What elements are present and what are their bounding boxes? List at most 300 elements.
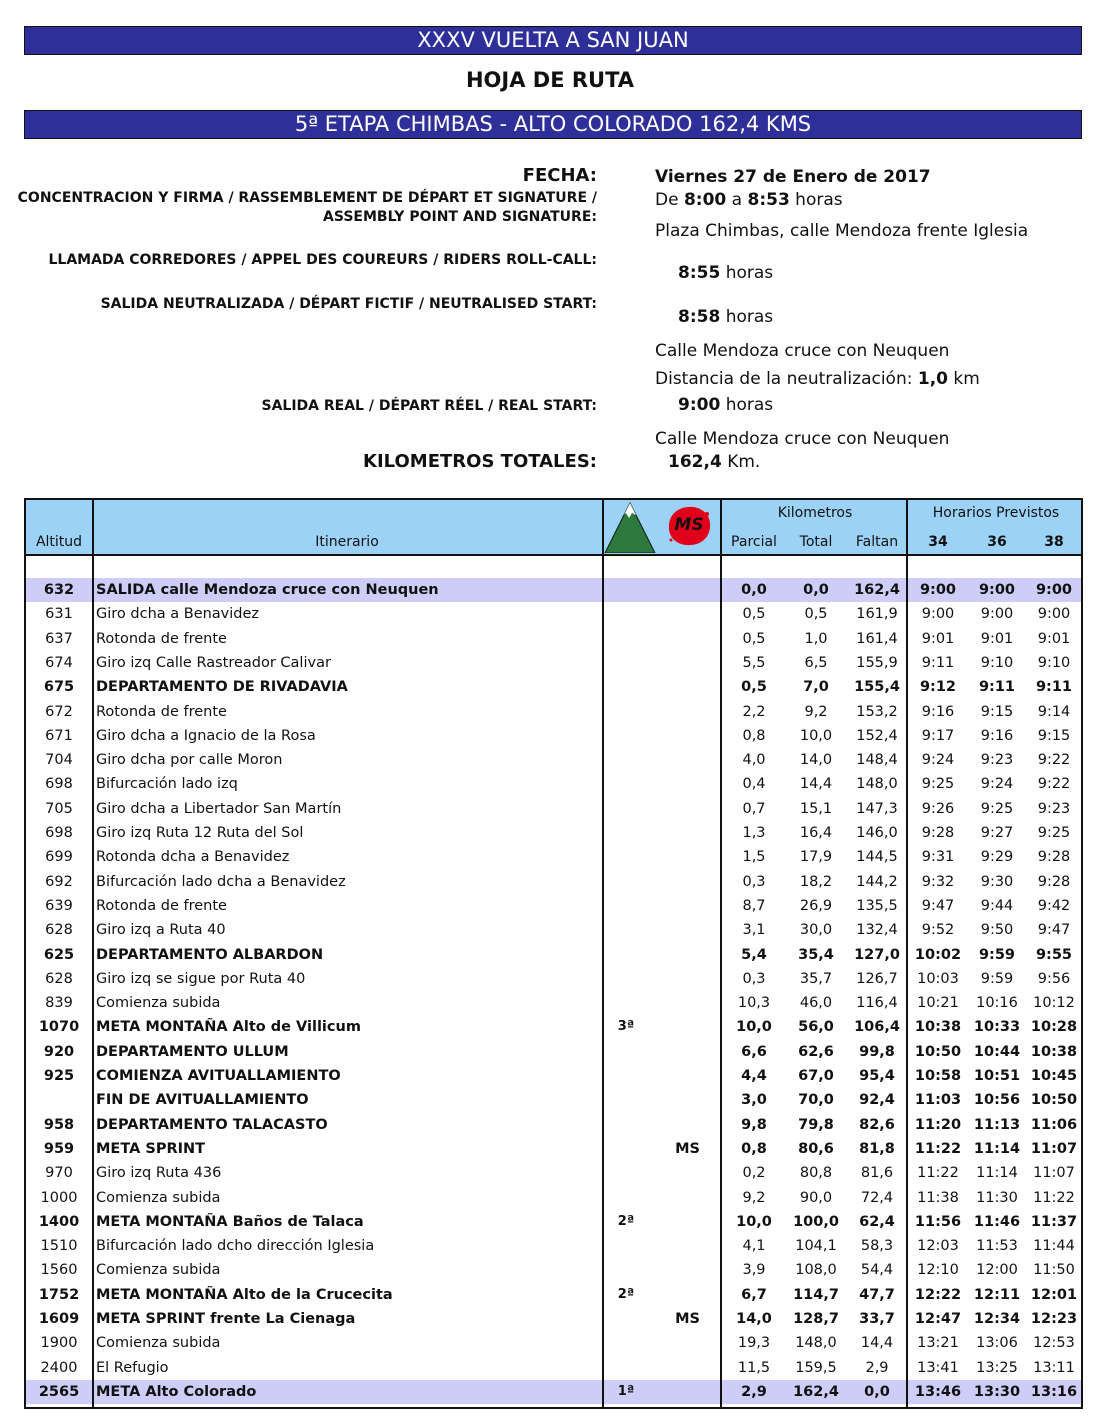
cell-total: 108,0 [795,1262,837,1279]
cell-h36: 9:10 [980,654,1014,671]
cell-categoria: 2ª [617,1213,635,1229]
cell-total: 159,5 [795,1359,837,1376]
header-parcial: Parcial [731,534,777,550]
table-row [26,918,1081,942]
table-row [26,1307,1081,1331]
cell-altitud: 2565 [38,1383,80,1400]
cell-h34: 9:28 [921,825,955,841]
table-row [26,578,1081,602]
cell-faltan: 155,4 [854,679,900,696]
cell-h34: 12:10 [917,1262,959,1279]
cell-categoria: 1ª [617,1383,635,1399]
cell-h38: 9:28 [1037,849,1071,866]
table-row [26,845,1081,869]
cell-itinerario: Comienza subida [96,1189,221,1206]
cell-altitud: 699 [45,849,73,866]
cell-itinerario: FIN DE AVITUALLAMIENTO [96,1092,309,1109]
cell-faltan: 135,5 [856,897,898,914]
cell-altitud: 698 [45,776,73,793]
table-row [26,1137,1081,1161]
cell-parcial: 0,5 [742,606,766,623]
cell-altitud: 1609 [38,1311,80,1327]
cell-altitud: 2400 [40,1359,78,1376]
cell-itinerario: DEPARTAMENTO ALBARDON [96,946,324,963]
cell-itinerario: META MONTAÑA Alto de la Crucecita [96,1286,393,1303]
table-row [26,1356,1081,1380]
cell-h34: 13:41 [917,1359,959,1376]
cell-total: 30,0 [799,922,833,939]
cell-altitud: 637 [45,630,73,647]
cell-faltan: 99,8 [859,1043,895,1060]
cell-altitud: 632 [43,582,75,598]
cell-h36: 11:13 [973,1116,1021,1133]
cell-parcial: 10,3 [737,995,771,1012]
cell-total: 114,7 [793,1286,839,1303]
cell-h38: 9:22 [1037,752,1071,769]
km-total-value: 162,4 [668,452,722,472]
cell-parcial: 14,0 [736,1311,772,1327]
real-start-time-value: 9:00 [678,395,721,415]
cell-total: 16,4 [799,825,833,841]
cell-h34: 9:16 [921,703,955,720]
cell-sprint: MS [675,1311,700,1327]
cell-h38: 12:23 [1030,1311,1078,1327]
cell-altitud: 1510 [40,1238,78,1255]
cell-h34: 10:03 [917,970,959,987]
cell-itinerario: Giro dcha a Benavidez [96,606,260,623]
cell-itinerario: El Refugio [96,1359,169,1376]
cell-faltan: 58,3 [860,1238,894,1255]
column-divider [906,500,908,1407]
cell-itinerario: Rotonda de frente [96,630,227,647]
cell-parcial: 3,1 [742,922,766,939]
cell-altitud: 1400 [38,1213,80,1230]
table-row [26,1210,1081,1234]
cell-h34: 10:50 [914,1043,962,1060]
cell-total: 35,7 [799,970,833,987]
cell-h34: 9:11 [921,654,955,671]
cell-total: 6,5 [804,654,828,671]
table-row [26,627,1081,651]
table-row [26,1064,1081,1088]
cell-total: 17,9 [799,849,833,866]
column-divider [720,500,722,1407]
cell-parcial: 2,2 [742,703,766,720]
cell-h34: 11:38 [917,1189,959,1206]
cell-altitud: 1560 [40,1262,78,1279]
cell-h36: 11:46 [973,1213,1021,1230]
cell-h36: 9:59 [978,946,1016,963]
cell-h34: 13:21 [917,1335,959,1352]
header-total: Total [799,534,833,550]
cell-h34: 13:46 [914,1383,962,1400]
llamada-time-value: 8:55 [678,263,721,283]
cell-total: 35,4 [798,946,834,963]
cell-parcial: 0,5 [742,630,766,647]
cell-parcial: 10,0 [736,1213,772,1230]
cell-total: 0,0 [803,582,829,598]
concentracion-post: horas [789,190,843,210]
cell-altitud: 705 [45,800,73,817]
cell-h38: 10:50 [1030,1092,1078,1109]
llamada-unit: horas [725,263,774,283]
cell-parcial: 4,1 [742,1238,766,1255]
cell-h36: 10:33 [973,1019,1021,1036]
cell-altitud: 672 [45,703,73,720]
cell-itinerario: Giro dcha por calle Moron [96,752,283,769]
cell-h36: 9:23 [980,752,1014,769]
cell-h34: 9:17 [921,727,955,744]
cell-faltan: 161,9 [856,606,898,623]
cell-itinerario: Comienza subida [96,995,221,1012]
cell-h36: 10:44 [973,1043,1021,1060]
cell-parcial: 10,0 [736,1019,772,1036]
cell-altitud: 671 [45,727,73,744]
neutral-distance [655,368,980,390]
cell-parcial: 6,6 [741,1043,767,1060]
cell-h36: 11:14 [973,1140,1021,1157]
cell-faltan: 33,7 [859,1311,895,1327]
cell-faltan: 152,4 [856,727,898,744]
table-row [26,1186,1081,1210]
neutral-unit: horas [725,307,774,327]
cell-h38: 9:28 [1037,873,1071,890]
cell-h36: 9:24 [980,776,1014,793]
cell-itinerario: META MONTAÑA Baños de Talaca [96,1213,364,1230]
cell-itinerario: Giro dcha a Libertador San Martín [96,800,342,817]
concentracion-end: 8:53 [747,190,790,210]
table-row [26,991,1081,1015]
cell-h34: 11:22 [914,1140,962,1157]
cell-faltan: 47,7 [859,1286,895,1303]
table-row [26,870,1081,894]
cell-h38: 9:01 [1037,630,1071,647]
mountain-icon [604,501,656,553]
cell-total: 46,0 [799,995,833,1012]
concentracion-mid: a [726,190,748,210]
ms-badge-label: MS [674,515,704,535]
cell-itinerario: Rotonda dcha a Benavidez [96,849,290,866]
cell-total: 1,0 [804,630,828,647]
stage-band [24,110,1082,139]
cell-faltan: 106,4 [854,1019,900,1036]
cell-h34: 10:38 [914,1019,962,1036]
table-row [26,1161,1081,1185]
cell-altitud: 959 [43,1140,75,1157]
cell-altitud: 920 [43,1043,75,1060]
table-row [26,967,1081,991]
cell-h36: 11:30 [976,1189,1018,1206]
cell-total: 10,0 [799,727,833,744]
km-total [668,451,760,473]
cell-h38: 11:07 [1030,1140,1078,1157]
cell-h34: 11:56 [914,1213,962,1230]
cell-total: 128,7 [793,1311,839,1327]
cell-h34: 9:01 [921,630,955,647]
cell-h34: 9:25 [921,776,955,793]
table-row [26,1015,1081,1039]
real-start-time [678,394,773,416]
cell-h38: 9:25 [1037,825,1071,841]
header-faltan: Faltan [855,534,899,550]
header-horarios: Horarios Previstos [932,505,1060,521]
cell-itinerario: META MONTAÑA Alto de Villicum [96,1019,361,1036]
cell-itinerario: Bifurcación lado dcha a Benavidez [96,873,346,890]
real-start-unit: horas [725,395,774,415]
header-kilometros: Kilometros [777,505,853,521]
cell-sprint: MS [675,1140,700,1157]
cell-h34: 10:58 [914,1068,962,1084]
title-band [24,26,1082,55]
cell-total: 80,6 [798,1140,834,1157]
cell-faltan: 92,4 [859,1092,895,1109]
neutral-place: Calle Mendoza cruce con Neuquen [655,341,950,361]
table-row [26,1040,1081,1064]
concentracion-label-2: ASSEMBLY POINT AND SIGNATURE: [323,209,597,225]
cell-h36: 11:14 [976,1165,1018,1182]
cell-faltan: 116,4 [856,995,898,1012]
cell-h36: 9:01 [980,630,1014,647]
cell-parcial: 8,7 [742,897,766,914]
cell-h36: 9:27 [980,825,1014,841]
cell-faltan: 2,9 [865,1359,889,1376]
cell-altitud: 925 [43,1068,75,1084]
cell-h36: 10:51 [973,1068,1021,1084]
cell-h38: 9:00 [1037,606,1071,623]
table-row [26,797,1081,821]
cell-total: 80,8 [799,1165,833,1182]
cell-h38: 12:01 [1030,1286,1078,1303]
table-row [26,821,1081,845]
cell-altitud: 631 [45,606,73,623]
cell-h38: 10:12 [1033,995,1075,1012]
table-header [26,500,1081,554]
cell-h34: 11:03 [914,1092,962,1109]
cell-h36: 9:44 [980,897,1014,914]
cell-altitud: 704 [45,752,73,769]
cell-h38: 12:53 [1033,1335,1075,1352]
cell-parcial: 1,5 [742,849,766,866]
neutral-label: SALIDA NEUTRALIZADA / DÉPART FICTIF / NEUTRALISED START: [100,296,597,312]
cell-h38: 10:28 [1030,1019,1078,1036]
column-divider [602,500,604,1407]
header-h36: 36 [987,534,1007,550]
cell-altitud: 1070 [38,1019,80,1036]
fecha-label: FECHA: [522,165,597,186]
cell-categoria: 3ª [617,1019,635,1035]
cell-h38: 9:00 [1035,582,1073,598]
cell-h36: 9:11 [978,679,1016,696]
neutral-distance-value: 1,0 [917,369,948,389]
table-row [26,651,1081,675]
table-row [26,1331,1081,1355]
neutral-time-value: 8:58 [678,307,721,327]
cell-total: 18,2 [799,873,833,890]
cell-total: 15,1 [799,800,833,817]
llamada-time [678,262,773,284]
cell-altitud: 698 [45,825,73,841]
cell-h34: 11:22 [917,1165,959,1182]
concentracion-start: 8:00 [683,190,727,210]
cell-h38: 11:07 [1033,1165,1075,1182]
cell-faltan: 81,8 [859,1140,895,1157]
cell-faltan: 62,4 [859,1213,895,1230]
cell-h34: 9:47 [921,897,955,914]
cell-total: 14,0 [799,752,833,769]
cell-parcial: 9,8 [741,1116,767,1133]
cell-parcial: 2,9 [741,1383,767,1400]
cell-h36: 9:30 [980,873,1014,890]
cell-h38: 9:47 [1037,922,1071,939]
cell-h38: 9:11 [1035,679,1073,696]
cell-altitud: 970 [45,1165,73,1182]
table-row [26,602,1081,626]
cell-parcial: 0,3 [742,873,766,890]
cell-h34: 12:03 [917,1238,959,1255]
cell-h36: 9:00 [978,582,1016,598]
header-separator [26,554,1081,556]
race-title: XXXV VUELTA A SAN JUAN [417,28,689,52]
table-row [26,1113,1081,1137]
cell-itinerario: Giro izq Ruta 436 [96,1165,222,1182]
table-row [26,943,1081,967]
cell-parcial: 11,5 [737,1359,771,1376]
cell-parcial: 4,0 [742,752,766,769]
cell-altitud: 692 [45,873,73,890]
cell-parcial: 0,3 [742,970,766,987]
table-row [26,1258,1081,1282]
cell-itinerario: Bifurcación lado dcho dirección Iglesia [96,1238,375,1255]
cell-h36: 11:53 [976,1238,1018,1255]
cell-h36: 12:11 [973,1286,1021,1303]
cell-h34: 12:47 [914,1311,962,1327]
concentracion-label-1: CONCENTRACION Y FIRMA / RASSEMBLEMENT DE DÉPART ET SIGNATURE / [17,190,597,206]
cell-h34: 9:00 [919,582,957,598]
cell-faltan: 144,5 [856,849,898,866]
cell-faltan: 148,0 [856,776,898,793]
concentracion-place: Plaza Chimbas, calle Mendoza frente Iglesia [655,221,1029,241]
cell-h34: 9:12 [919,679,957,696]
table-row [26,1088,1081,1112]
cell-h34: 10:02 [914,946,962,963]
table-row [26,724,1081,748]
column-divider [92,500,94,1407]
cell-h36: 9:00 [980,606,1014,623]
cell-faltan: 132,4 [856,922,898,939]
header-itinerario: Itinerario [315,534,379,550]
cell-itinerario: COMIENZA AVITUALLAMIENTO [96,1068,341,1084]
table-row [26,772,1081,796]
cell-altitud: 639 [45,897,73,914]
cell-altitud: 1752 [38,1286,80,1303]
cell-h38: 11:50 [1033,1262,1075,1279]
neutral-distance-unit: km [948,369,980,389]
cell-total: 70,0 [798,1092,834,1109]
cell-altitud: 674 [45,654,73,671]
cell-faltan: 153,2 [856,703,898,720]
cell-altitud: 625 [43,946,75,963]
real-start-place: Calle Mendoza cruce con Neuquen [655,429,950,449]
stage-title: 5ª ETAPA CHIMBAS - ALTO COLORADO 162,4 KMS [294,112,812,136]
cell-altitud: 675 [43,679,75,696]
cell-h38: 11:22 [1033,1189,1075,1206]
cell-h36: 12:00 [976,1262,1018,1279]
cell-faltan: 162,4 [854,582,900,598]
cell-parcial: 9,2 [742,1189,766,1206]
cell-altitud: 1900 [40,1335,78,1352]
cell-h38: 9:22 [1037,776,1071,793]
cell-itinerario: Giro dcha a Ignacio de la Rosa [96,727,316,744]
cell-h34: 9:00 [921,606,955,623]
cell-h34: 10:21 [917,995,959,1012]
cell-parcial: 6,7 [741,1286,767,1303]
cell-h36: 13:06 [976,1335,1018,1352]
cell-h38: 9:14 [1037,703,1071,720]
cell-faltan: 82,6 [859,1116,895,1133]
header-h38: 38 [1044,534,1064,550]
cell-itinerario: Giro izq a Ruta 40 [96,922,226,939]
cell-itinerario: Giro izq Ruta 12 Ruta del Sol [96,825,304,841]
cell-total: 79,8 [798,1116,834,1133]
cell-itinerario: Comienza subida [96,1335,221,1352]
cell-h36: 13:30 [973,1383,1021,1400]
cell-total: 90,0 [799,1189,833,1206]
cell-total: 67,0 [798,1068,834,1084]
cell-faltan: 155,9 [856,654,898,671]
cell-h38: 13:16 [1030,1383,1078,1400]
cell-itinerario: DEPARTAMENTO TALACASTO [96,1116,328,1133]
cell-h36: 13:25 [976,1359,1018,1376]
cell-h36: 9:59 [980,970,1014,987]
cell-parcial: 19,3 [737,1335,771,1352]
table-row [26,1234,1081,1258]
cell-h38: 9:15 [1037,727,1071,744]
cell-parcial: 0,8 [741,1140,767,1157]
concentracion-pre: De [655,190,684,210]
cell-parcial: 0,7 [742,800,766,817]
table-row [26,700,1081,724]
cell-h38: 9:56 [1037,970,1071,987]
cell-h34: 9:31 [921,849,955,866]
cell-h36: 9:25 [980,800,1014,817]
cell-faltan: 54,4 [860,1262,894,1279]
cell-h36: 9:15 [980,703,1014,720]
cell-itinerario: META SPRINT frente La Cienaga [96,1311,356,1327]
neutral-distance-label: Distancia de la neutralización: [655,369,918,389]
cell-faltan: 0,0 [864,1383,890,1400]
km-total-label: KILOMETROS TOTALES: [363,451,597,472]
cell-altitud: 1000 [40,1189,78,1206]
cell-total: 14,4 [799,776,833,793]
cell-parcial: 0,0 [741,582,767,598]
document-subtitle: HOJA DE RUTA [465,68,635,92]
cell-h38: 9:55 [1035,946,1073,963]
cell-faltan: 146,0 [856,825,898,841]
cell-h38: 11:37 [1030,1213,1078,1230]
cell-h36: 9:16 [980,727,1014,744]
cell-itinerario: Rotonda de frente [96,897,227,914]
table-row [26,894,1081,918]
cell-faltan: 14,4 [860,1335,894,1352]
cell-faltan: 95,4 [859,1068,895,1084]
cell-altitud: 958 [43,1116,75,1133]
cell-parcial: 5,4 [741,946,767,963]
cell-faltan: 72,4 [860,1189,894,1206]
cell-h34: 9:26 [921,800,955,817]
route-table [24,498,1083,1409]
cell-itinerario: Bifurcación lado izq [96,776,238,793]
cell-h36: 12:34 [973,1311,1021,1327]
